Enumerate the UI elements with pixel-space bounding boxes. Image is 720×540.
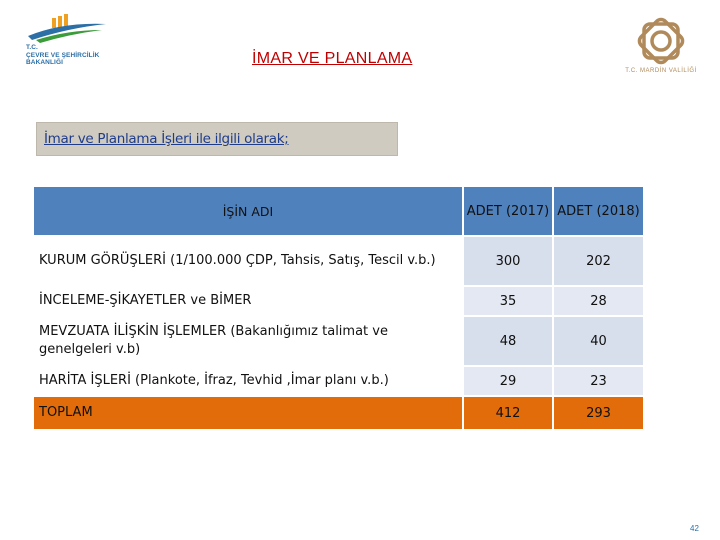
seljuk-star-icon [618,14,704,70]
total-label: TOPLAM [34,395,462,429]
row-count-2018: 28 [552,285,643,315]
header-count-2017: ADET (2017) [462,187,552,235]
table-row [34,315,643,365]
row-name: HARİTA İŞLERİ (Plankote, İfraz, Tevhid ,İmar planı v.b.) [34,365,462,395]
page-number: 42 [690,524,699,533]
table-header-row [34,187,643,235]
governor-logo: T.C. MARDİN VALİLİĞİ [618,14,704,78]
row-count-2017: 48 [462,315,552,365]
section-subtitle-box [36,122,398,156]
table-row [34,235,643,285]
statistics-table [34,187,643,429]
row-count-2018: 23 [552,365,643,395]
row-count-2018: 40 [552,315,643,365]
row-name: MEVZUATA İLİŞKİN İŞLEMLER (Bakanlığımız talimat ve genelgeleri v.b) [34,315,462,365]
table-row [34,365,643,395]
row-count-2017: 29 [462,365,552,395]
table-row [34,285,643,315]
row-name: KURUM GÖRÜŞLERİ (1/100.000 ÇDP, Tahsis, Satış, Tescil v.b.) [34,235,462,285]
section-subtitle: İmar ve Planlama İşleri ile ilgili olarak; [44,131,289,147]
header-job-name: İŞİN ADI [34,187,462,235]
table-total-row [34,395,643,429]
header-count-2018: ADET (2018) [552,187,643,235]
row-count-2017: 35 [462,285,552,315]
row-name: İNCELEME-ŞİKAYETLER ve BİMER [34,285,462,315]
page-title: İMAR VE PLANLAMA [252,50,413,67]
total-count-2017: 412 [462,395,552,429]
row-count-2018: 202 [552,235,643,285]
ministry-emblem-icon [22,14,122,44]
ministry-logo [22,14,132,74]
row-count-2017: 300 [462,235,552,285]
ministry-name: T.C. ÇEVRE VE ŞEHİRCİLİK BAKANLIĞI [26,44,100,66]
total-count-2018: 293 [552,395,643,429]
